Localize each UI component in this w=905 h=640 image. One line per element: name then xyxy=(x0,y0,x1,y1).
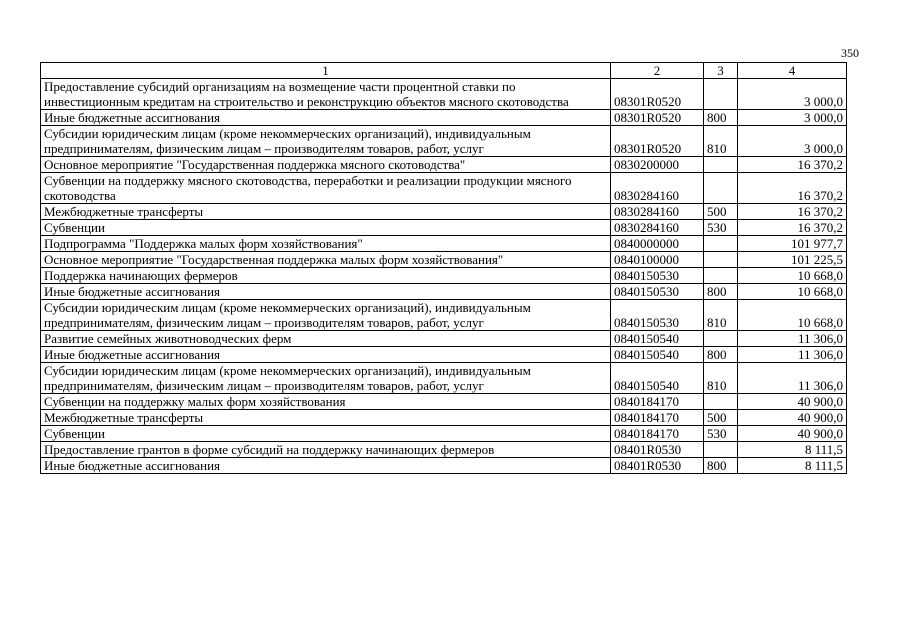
row-name-cell: Межбюджетные трансферты xyxy=(41,410,611,426)
table-row xyxy=(41,126,847,157)
row-sum-cell: 16 370,2 xyxy=(738,204,847,220)
row-name-cell: Иные бюджетные ассигнования xyxy=(41,284,611,300)
row-code-cell: 0840150540 xyxy=(611,347,704,363)
row-sum-cell: 16 370,2 xyxy=(738,173,847,204)
row-code-cell: 0840000000 xyxy=(611,236,704,252)
row-name-cell: Развитие семейных животноводческих ферм xyxy=(41,331,611,347)
row-code-cell: 0830284160 xyxy=(611,204,704,220)
row-name-cell: Субвенции на поддержку малых форм хозяйствования xyxy=(41,394,611,410)
table-row xyxy=(41,110,847,126)
table-row xyxy=(41,79,847,110)
row-sum-cell: 10 668,0 xyxy=(738,268,847,284)
row-code-cell: 0840100000 xyxy=(611,252,704,268)
table-row xyxy=(41,173,847,204)
header-col-3: 3 xyxy=(704,63,738,79)
table-row xyxy=(41,204,847,220)
table-body xyxy=(41,79,847,474)
row-name-cell: Подпрограмма "Поддержка малых форм хозяйствования" xyxy=(41,236,611,252)
row-sum-cell: 40 900,0 xyxy=(738,394,847,410)
row-type-cell xyxy=(704,268,738,284)
header-row xyxy=(41,63,847,79)
row-type-cell xyxy=(704,331,738,347)
row-name-cell: Поддержка начинающих фермеров xyxy=(41,268,611,284)
row-name-cell: Субвенции xyxy=(41,426,611,442)
row-code-cell: 0840150530 xyxy=(611,300,704,331)
table-row xyxy=(41,426,847,442)
row-type-cell: 810 xyxy=(704,363,738,394)
row-sum-cell: 3 000,0 xyxy=(738,79,847,110)
row-code-cell: 0840150540 xyxy=(611,331,704,347)
row-code-cell: 0830200000 xyxy=(611,157,704,173)
row-type-cell: 800 xyxy=(704,458,738,474)
table-row xyxy=(41,347,847,363)
header-col-2: 2 xyxy=(611,63,704,79)
row-code-cell: 0840184170 xyxy=(611,426,704,442)
row-sum-cell: 11 306,0 xyxy=(738,363,847,394)
row-code-cell: 0840184170 xyxy=(611,394,704,410)
row-sum-cell: 40 900,0 xyxy=(738,410,847,426)
row-type-cell: 800 xyxy=(704,110,738,126)
row-sum-cell: 10 668,0 xyxy=(738,300,847,331)
row-sum-cell: 8 111,5 xyxy=(738,442,847,458)
row-name-cell: Иные бюджетные ассигнования xyxy=(41,110,611,126)
row-type-cell xyxy=(704,173,738,204)
header-col-4: 4 xyxy=(738,63,847,79)
table-row xyxy=(41,363,847,394)
table-row xyxy=(41,252,847,268)
row-type-cell: 800 xyxy=(704,284,738,300)
row-name-cell: Субвенции на поддержку мясного скотоводства, переработки и реализации продукции мясного скотоводства xyxy=(41,173,611,204)
row-name-cell: Иные бюджетные ассигнования xyxy=(41,458,611,474)
table-header xyxy=(41,63,847,79)
row-code-cell: 0840150530 xyxy=(611,268,704,284)
row-code-cell: 0840184170 xyxy=(611,410,704,426)
row-sum-cell: 8 111,5 xyxy=(738,458,847,474)
row-sum-cell: 10 668,0 xyxy=(738,284,847,300)
row-sum-cell: 3 000,0 xyxy=(738,110,847,126)
row-type-cell xyxy=(704,236,738,252)
row-type-cell: 530 xyxy=(704,426,738,442)
row-code-cell: 0840150530 xyxy=(611,284,704,300)
row-code-cell: 08301R0520 xyxy=(611,126,704,157)
row-code-cell: 08401R0530 xyxy=(611,458,704,474)
table-row xyxy=(41,442,847,458)
row-sum-cell: 11 306,0 xyxy=(738,347,847,363)
row-sum-cell: 16 370,2 xyxy=(738,157,847,173)
row-name-cell: Предоставление субсидий организациям на возмещение части процентной ставки по инвестиционным кредитам на строительство и реконструкцию объектов мясного скотоводства xyxy=(41,79,611,110)
table-row xyxy=(41,284,847,300)
budget-table xyxy=(40,62,847,474)
page-number: 350 xyxy=(841,46,859,60)
row-type-cell xyxy=(704,442,738,458)
row-code-cell: 0840150540 xyxy=(611,363,704,394)
table-row xyxy=(41,458,847,474)
table-row xyxy=(41,268,847,284)
row-sum-cell: 101 977,7 xyxy=(738,236,847,252)
table-row xyxy=(41,157,847,173)
row-type-cell xyxy=(704,79,738,110)
row-type-cell: 810 xyxy=(704,300,738,331)
row-name-cell: Субсидии юридическим лицам (кроме некоммерческих организаций), индивидуальным предпринимателям, физическим лицам – производителям товаров, работ, услуг xyxy=(41,126,611,157)
table-row xyxy=(41,300,847,331)
row-sum-cell: 101 225,5 xyxy=(738,252,847,268)
row-sum-cell: 11 306,0 xyxy=(738,331,847,347)
table-row xyxy=(41,220,847,236)
row-name-cell: Субвенции xyxy=(41,220,611,236)
table-row xyxy=(41,410,847,426)
table-row xyxy=(41,331,847,347)
row-code-cell: 0830284160 xyxy=(611,173,704,204)
row-type-cell: 500 xyxy=(704,410,738,426)
row-sum-cell: 3 000,0 xyxy=(738,126,847,157)
row-code-cell: 0830284160 xyxy=(611,220,704,236)
table-row xyxy=(41,394,847,410)
row-type-cell xyxy=(704,394,738,410)
row-name-cell: Субсидии юридическим лицам (кроме некоммерческих организаций), индивидуальным предпринимателям, физическим лицам – производителям товаров, работ, услуг xyxy=(41,363,611,394)
header-col-1: 1 xyxy=(41,63,611,79)
row-type-cell: 530 xyxy=(704,220,738,236)
row-type-cell: 800 xyxy=(704,347,738,363)
row-type-cell xyxy=(704,252,738,268)
row-name-cell: Межбюджетные трансферты xyxy=(41,204,611,220)
row-name-cell: Основное мероприятие "Государственная поддержка мясного скотоводства" xyxy=(41,157,611,173)
row-name-cell: Основное мероприятие "Государственная поддержка малых форм хозяйствования" xyxy=(41,252,611,268)
row-name-cell: Предоставление грантов в форме субсидий на поддержку начинающих фермеров xyxy=(41,442,611,458)
row-sum-cell: 40 900,0 xyxy=(738,426,847,442)
row-type-cell: 810 xyxy=(704,126,738,157)
row-name-cell: Субсидии юридическим лицам (кроме некоммерческих организаций), индивидуальным предпринимателям, физическим лицам – производителям товаров, работ, услуг xyxy=(41,300,611,331)
row-type-cell xyxy=(704,157,738,173)
row-name-cell: Иные бюджетные ассигнования xyxy=(41,347,611,363)
row-type-cell: 500 xyxy=(704,204,738,220)
row-code-cell: 08401R0530 xyxy=(611,442,704,458)
row-sum-cell: 16 370,2 xyxy=(738,220,847,236)
table-row xyxy=(41,236,847,252)
row-code-cell: 08301R0520 xyxy=(611,110,704,126)
row-code-cell: 08301R0520 xyxy=(611,79,704,110)
